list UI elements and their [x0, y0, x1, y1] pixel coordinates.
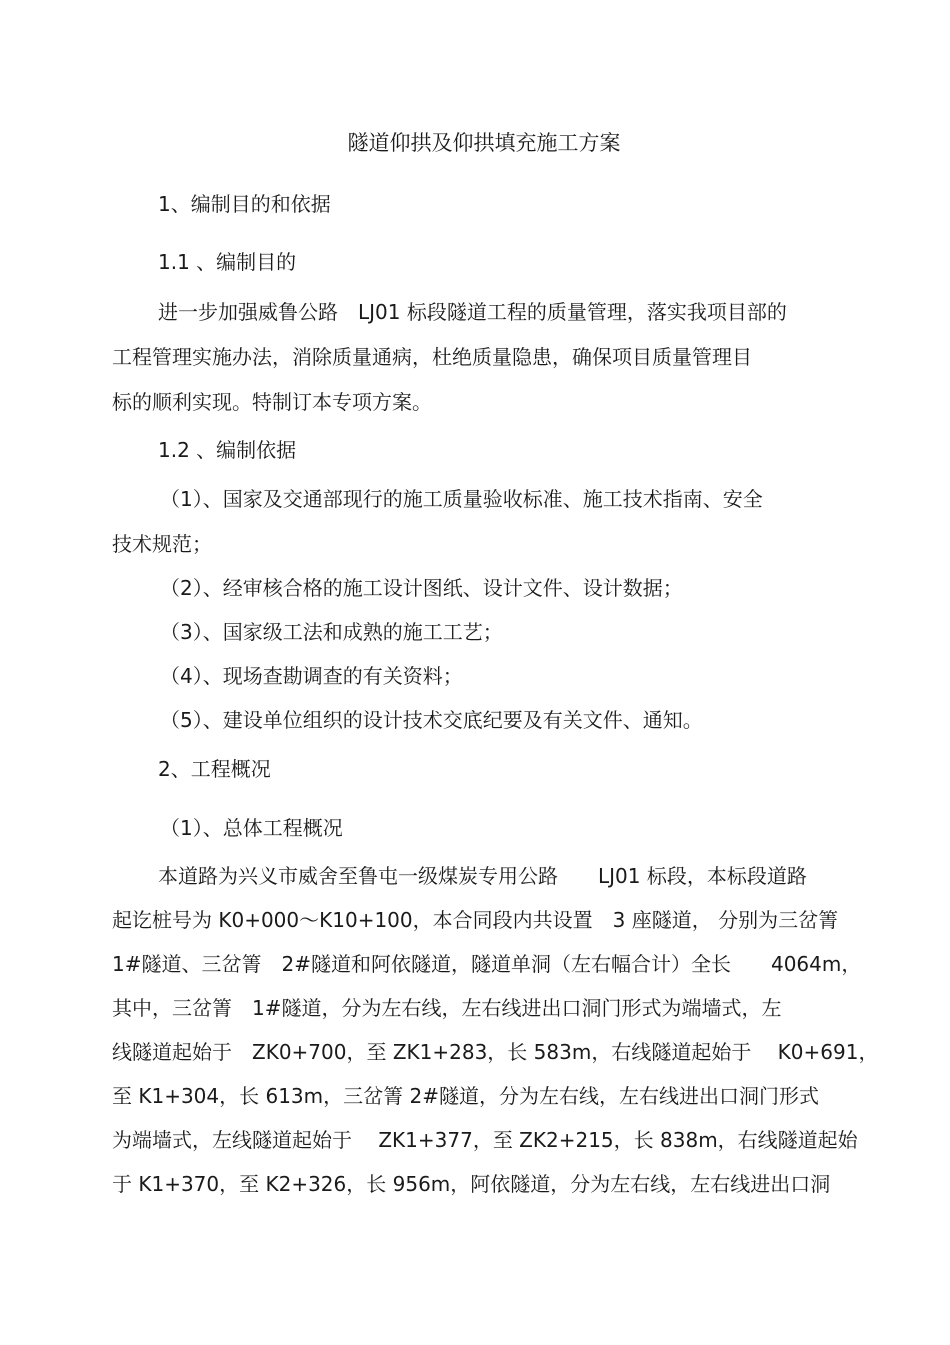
section-heading-1-1: 1.1 、编制目的: [158, 250, 297, 274]
paragraph-line: 本道路为兴义市威舍至鲁屯一级煤炭专用公路 LJ01 标段，本标段道路: [158, 864, 807, 888]
list-item: （2）、经审核合格的施工设计图纸、设计文件、设计数据；: [160, 576, 683, 600]
list-item-continuation: 技术规范；: [112, 532, 212, 556]
list-item: （3）、国家级工法和成熟的施工工艺；: [160, 620, 503, 644]
paragraph-line: 起讫桩号为 K0+000～K10+100，本合同段内共设置 3 座隧道， 分别为三岔箐: [112, 908, 839, 932]
paragraph-line: 于 K1+370，至 K2+326，长 956m，阿依隧道，分为左右线，左右线进出口洞: [112, 1172, 831, 1196]
paragraph-line: 其中，三岔箐 1#隧道，分为左右线，左右线进出口洞门形式为端墙式，左: [112, 996, 782, 1020]
paragraph-line: 为端墙式，左线隧道起始于 ZK1+377，至 ZK2+215，长 838m，右线隧道起始: [112, 1128, 858, 1152]
paragraph-line: 工程管理实施办法，消除质量通病，杜绝质量隐患，确保项目质量管理目: [112, 345, 752, 369]
paragraph-line: 1#隧道、三岔箐 2#隧道和阿依隧道，隧道单洞（左右幅合计）全长 4064m，: [112, 952, 862, 976]
paragraph-line: 标的顺利实现。特制订本专项方案。: [112, 390, 432, 414]
list-item: （5）、建设单位组织的设计技术交底纪要及有关文件、通知。: [160, 708, 703, 732]
paragraph-line: 进一步加强威鲁公路 LJ01 标段隧道工程的质量管理，落实我项目部的: [158, 300, 787, 324]
paragraph-line: 线隧道起始于 ZK0+700，至 ZK1+283，长 583m，右线隧道起始于 K0+691，: [112, 1040, 879, 1064]
list-item: （1）、国家及交通部现行的施工质量验收标准、施工技术指南、安全: [160, 487, 763, 511]
section-heading-2: 2、工程概况: [158, 757, 271, 781]
section-heading-1: 1、编制目的和依据: [158, 192, 331, 216]
section-heading-1-2: 1.2 、编制依据: [158, 438, 297, 462]
subsection-heading: （1）、总体工程概况: [160, 816, 343, 840]
paragraph-line: 至 K1+304，长 613m，三岔箐 2#隧道，分为左右线，左右线进出口洞门形式: [112, 1084, 819, 1108]
list-item: （4）、现场查勘调查的有关资料；: [160, 664, 463, 688]
document-title: 隧道仰拱及仰拱填充施工方案: [347, 131, 621, 155]
